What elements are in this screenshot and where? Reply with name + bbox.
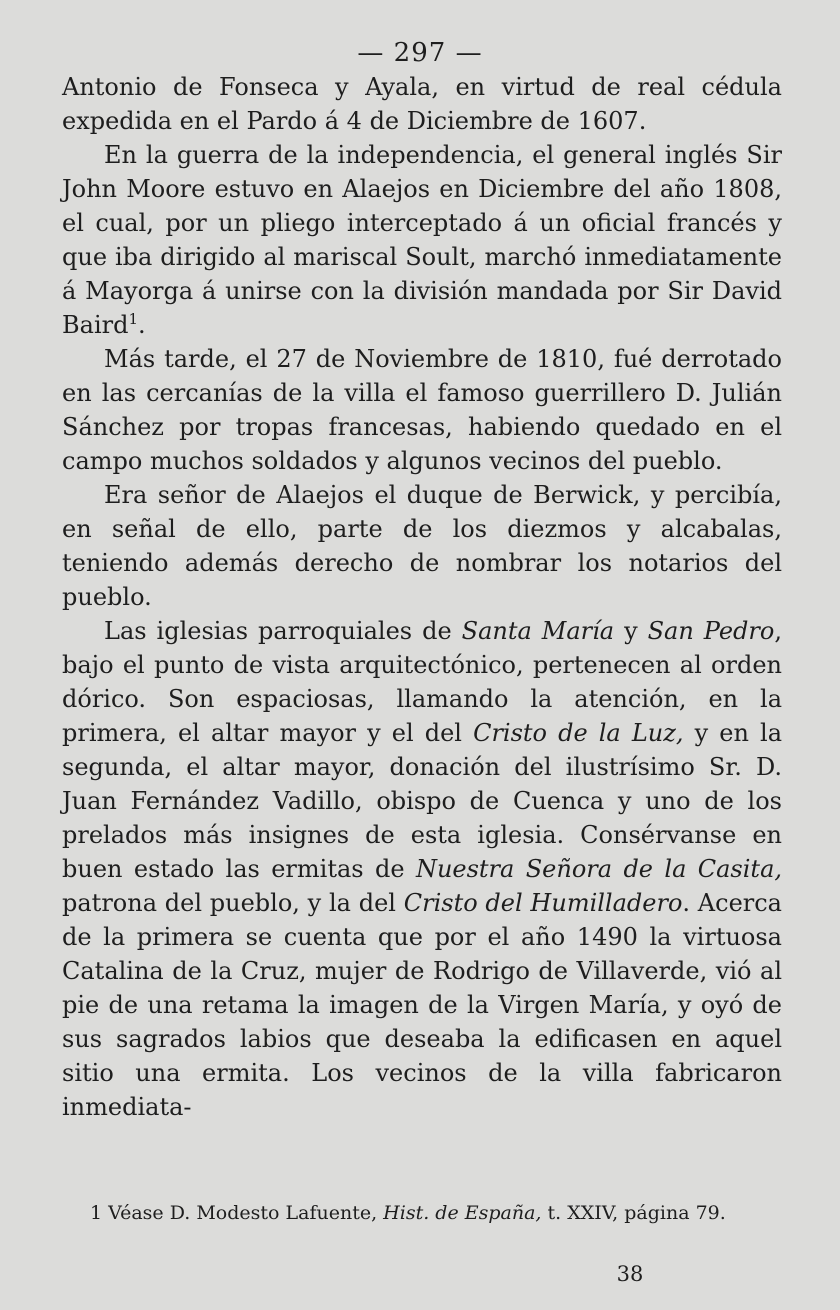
- paragraph-1: Antonio de Fonseca y Ayala, en virtud de real cédula expedida en el Pardo á 4 de Diciembre de 1607.: [62, 73, 782, 135]
- page-number: — 297 —: [357, 38, 483, 68]
- main-text: [62, 70, 782, 1124]
- p5-text-6: . Acerca de la primera se cuenta que por el año 1490 la virtuosa Catalina de la Cruz, mujer de Rodrigo de Villaverde, vió al pie de una retama la imagen de la Virgen María, y oyó de sus sagrados labios que deseaba la edificasen en aquel sitio una ermita. Los vecinos de la villa fabricaron inmediata-: [62, 889, 782, 1121]
- footnote-text-before: Véase D. Modesto Lafuente,: [102, 1202, 384, 1224]
- paragraph-2-text: En la guerra de la independencia, el general inglés Sir John Moore estuvo en Alaejos en Diciembre del año 1808, el cual, por un pliego interceptado á un oficial francés y que iba dirigido al mariscal Soult, marchó inmediatamente á Mayorga á unirse con la división mandada por Sir David Baird: [62, 141, 782, 339]
- footnote-title: Hist. de España,: [383, 1202, 542, 1224]
- p5-italic-san-pedro: San Pedro: [647, 617, 775, 645]
- p5-italic-cristo-luz: Cristo de la Luz,: [473, 719, 684, 747]
- footnote-text: [62, 1200, 782, 1227]
- p5-italic-santa-maria: Santa María: [461, 617, 615, 645]
- p5-italic-humilladero: Cristo del Humilladero: [403, 889, 683, 917]
- p5-text-5: patrona del pueblo, y la del: [62, 889, 404, 917]
- p5-text-2: y: [614, 617, 648, 645]
- p5-text-4: y en la segunda, el altar mayor, donación del ilustrísimo Sr. D. Juan Fernández Vadillo, obispo de Cuenca y uno de los prelados más insignes de esta iglesia. Consérvanse en buen estado las ermitas de: [62, 719, 783, 883]
- p5-italic-nuestra-senora: Nuestra Señora de la Casita,: [415, 855, 783, 883]
- paragraph-2-end: .: [138, 311, 146, 339]
- paragraph-2: [62, 138, 782, 342]
- paragraph-3: Más tarde, el 27 de Noviembre de 1810, fué derrotado en las cercanías de la villa el famoso guerrillero D. Julián Sánchez por tropas francesas, habiendo quedado en el campo muchos soldados y algunos vecinos del pueblo.: [62, 345, 782, 475]
- paragraph-5: [62, 614, 782, 1124]
- p5-text-1: Las iglesias parroquiales de: [104, 617, 462, 645]
- printer-signature-mark: 38: [616, 1262, 644, 1286]
- p5-text-3: , bajo el punto de vista arquitectónico, pertenecen al orden dórico. Son espaciosas, llamando la atención, en la primera, el altar mayor y el del: [62, 617, 782, 747]
- paragraph-4: Era señor de Alaejos el duque de Berwick, y percibía, en señal de ello, parte de los diezmos y alcabalas, teniendo además derecho de nombrar los notarios del pueblo.: [62, 481, 782, 611]
- footnote-reference: 1: [128, 310, 139, 328]
- footnote-number: 1: [90, 1202, 103, 1224]
- footnote-text-after: t. XXIV, página 79.: [541, 1202, 726, 1224]
- footnote: [62, 1200, 782, 1227]
